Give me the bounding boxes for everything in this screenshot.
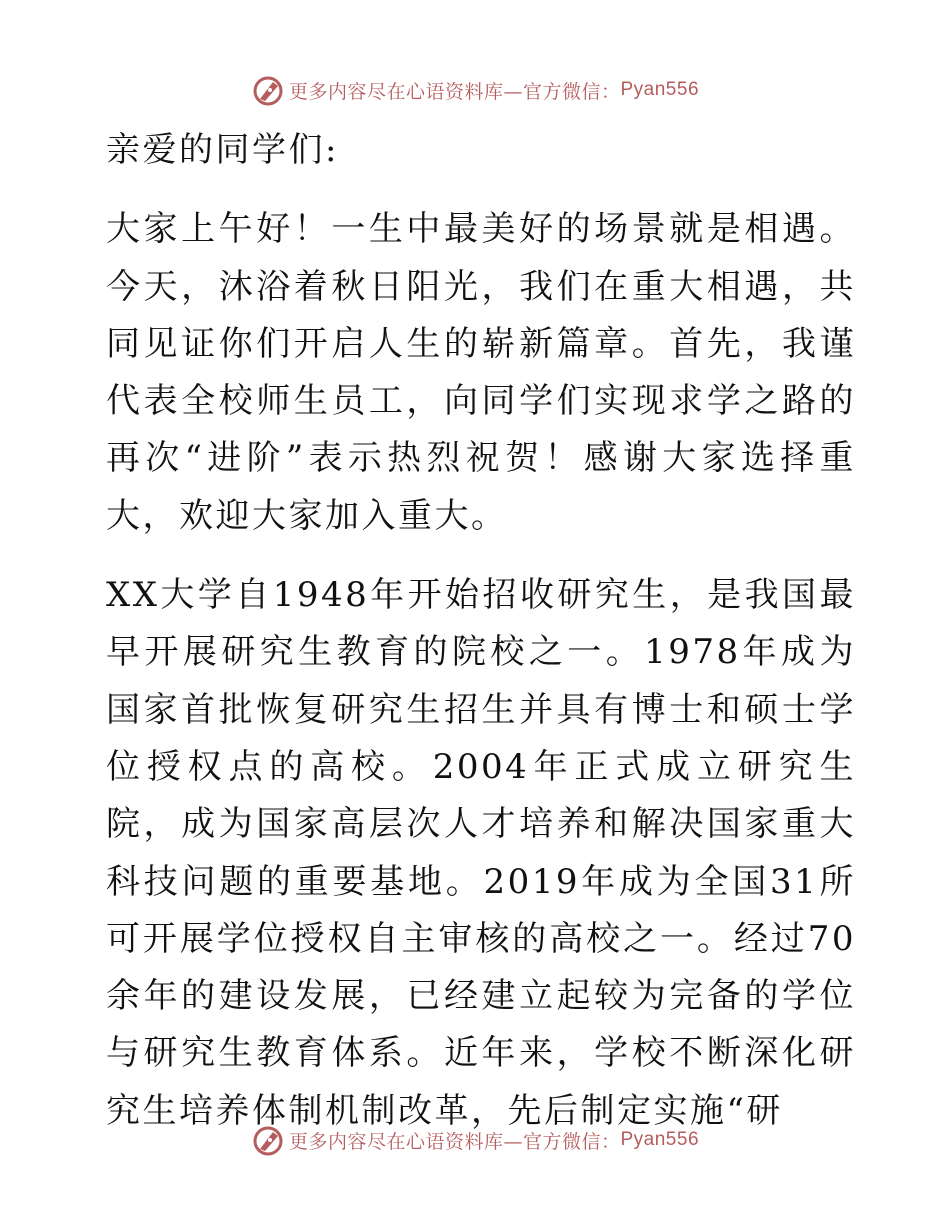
- document-body: [96, 122, 856, 1140]
- pen-nib-circle-icon: [251, 1123, 285, 1157]
- watermark-id: Pyan556: [620, 1129, 700, 1150]
- watermark-text: 更多内容尽在心语资料库—官方微信：: [288, 1130, 621, 1153]
- pen-nib-circle-icon: [251, 73, 285, 107]
- paragraph-history: XX大学自1948年开始招收研究生，是我国最早开展研究生教育的院校之一。1978年成为国家首批恢复研究生招生并具有博士和硕士学位授权点的高校。2004年正式成立研究生院，成为国家高层次人才培养和解决国家重大科技问题的重要基地。2019年成为全国31所可开展学位授权自主审核的高校之一。经过70余年的建设发展，已经建立起较为完备的学位与研究生教育体系。近年来，学校不断深化研究生培养体制机制改革，先后制定实施“研: [106, 575, 856, 1131]
- watermark-text: 更多内容尽在心语资料库—官方微信：: [288, 80, 621, 103]
- greeting-line: 亲爱的同学们:: [106, 130, 339, 170]
- header-watermark: [0, 70, 950, 110]
- watermark-id: Pyan556: [620, 79, 700, 100]
- footer-watermark: [0, 1120, 950, 1160]
- paragraph-welcome: 大家上午好！一生中最美好的场景就是相遇。今天，沐浴着秋日阳光，我们在重大相遇，共同见证你们开启人生的崭新篇章。首先，我谨代表全校师生员工，向同学们实现求学之路的再次“进阶”表示热烈祝贺！感谢大家选择重大，欢迎大家加入重大。: [106, 209, 856, 536]
